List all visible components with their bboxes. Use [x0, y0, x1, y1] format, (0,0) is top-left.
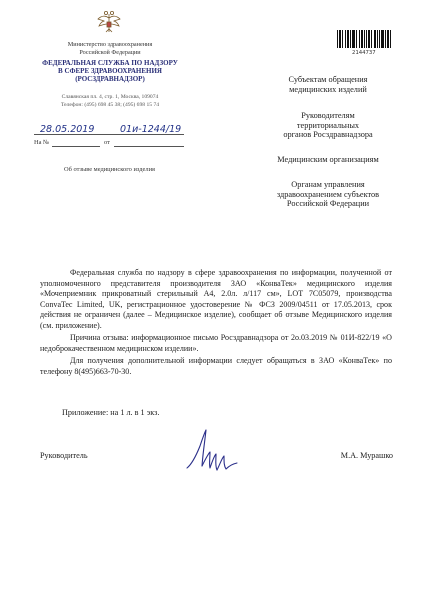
addressee-line: медицинских изделий: [289, 84, 367, 94]
addressee-line: Российской Федерации: [286, 199, 370, 209]
addressee-block-2: [248, 111, 408, 140]
signatory-position: Руководитель: [40, 451, 88, 460]
address-line-1: Славянская пл. 4, стр. 1, Москва, 109074: [61, 94, 159, 100]
agency-line-3: (РОСЗДРАВНАДЗОР): [75, 75, 145, 84]
agency-address: [44, 94, 176, 110]
ministry-line-2: Российской Федерации: [79, 48, 141, 56]
body-paragraph-3: Для получения дополнительной информации следует обращаться в ЗАО «КонваТек» по телефону 8(495)663-70-30.: [40, 356, 392, 376]
letter-body: [40, 268, 392, 377]
addressee-line: Медицинским организациям: [277, 155, 379, 164]
signatory-name: М.А. Мурашко: [340, 451, 393, 460]
letter-subject: Об отзыве медицинского изделия: [64, 166, 155, 173]
ministry-line-1: Министерство здравоохранения: [67, 41, 153, 48]
coat-of-arms-icon: [96, 10, 122, 34]
addressee-block-4: [248, 180, 408, 209]
addressee-line: Органам управления: [291, 180, 365, 189]
addressee-block-1: [248, 75, 408, 94]
registration-date: 28.05.2019: [40, 124, 95, 135]
addressee-line: Субъектам обращения: [288, 75, 368, 84]
reference-number-label: На №: [34, 139, 50, 146]
signature-icon: [184, 428, 240, 474]
attachment-note: Приложение: на 1 л. в 1 экз.: [62, 408, 160, 417]
ministry-name: [40, 41, 180, 56]
body-paragraph-2: Причина отзыва: информационное письмо Росздравнадзора от 2о.03.2019 № 01И-822/19 «О недоброкачественном медицинском изделии».: [40, 333, 392, 353]
reference-date-label: от: [104, 139, 110, 146]
barcode-number: 2144737: [352, 50, 376, 56]
reference-date-underline: [114, 146, 184, 147]
agency-line-2: В СФЕРЕ ЗДРАВООХРАНЕНИЯ: [58, 67, 162, 76]
addressee-line: органов Росздравнадзора: [283, 130, 373, 140]
barcode-icon: [336, 30, 392, 48]
address-line-2: Телефон: (495) 698 45 38; (495) 698 15 74: [60, 101, 160, 108]
agency-line-1: ФЕДЕРАЛЬНАЯ СЛУЖБА ПО НАДЗОРУ: [42, 59, 178, 67]
body-paragraph-1: Федеральная служба по надзору в сфере здравоохранения по информации, полученной от уполномоченного представителя производителя ЗАО «КонваТек» медицинского изделия «Мочеприемник прикроватный стерильный A4, 2.0л. л/117 см», LOT 7C05079, производства ConvaTec Limited, UK, регистрационное удостоверение № ФСЗ 2009/04511 от 17.05.2013, срок действия не ограничен (далее – Медицинское изделие), сообщает об отзыве Медицинского изделия (см. приложение).: [40, 268, 392, 330]
addressee-line: Руководителям: [301, 111, 355, 120]
addressee-block-3: [248, 155, 408, 165]
reference-number-underline: [52, 146, 100, 147]
registration-number: 01и-1244/19: [120, 124, 182, 135]
agency-name: [36, 59, 184, 84]
addressee-line: территориальных: [296, 120, 360, 130]
addressee-line: здравоохранением субъектов: [276, 189, 380, 199]
